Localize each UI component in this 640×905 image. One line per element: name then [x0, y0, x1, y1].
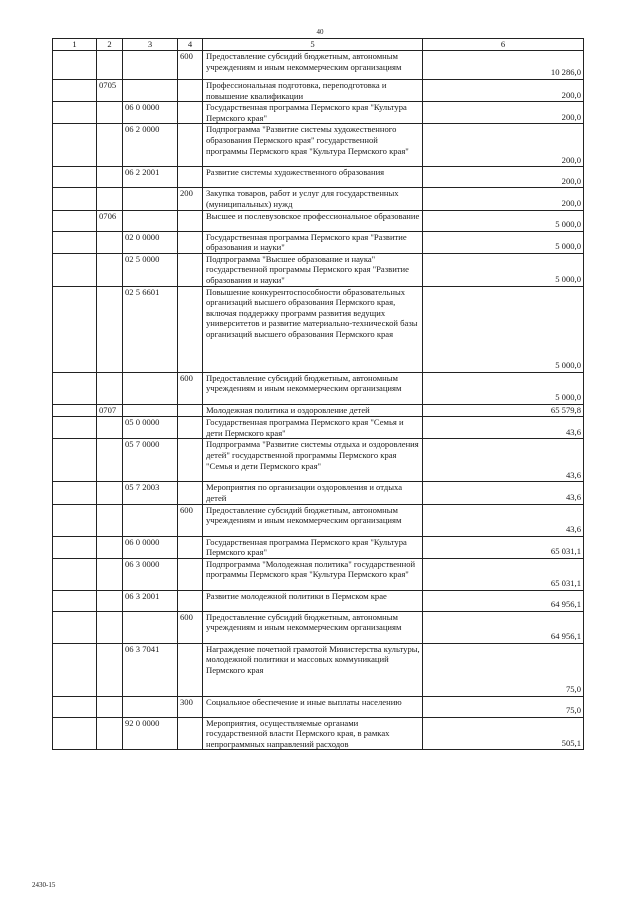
section-code-cell: 0707: [97, 404, 123, 417]
description-cell: Мероприятия по организации оздоровления и отдыха детей: [203, 482, 423, 504]
description-cell: Развитие молодежной политики в Пермском крае: [203, 590, 423, 611]
amount-cell: 200,0: [423, 188, 584, 210]
target-article-cell: 05 7 0000: [123, 439, 178, 482]
table-row: [53, 253, 584, 286]
amount-cell: 200,0: [423, 124, 584, 167]
target-article-cell: 05 7 2003: [123, 482, 178, 504]
row-number-cell: [53, 167, 97, 188]
table-row: [53, 643, 584, 696]
table-row: [53, 439, 584, 482]
amount-cell: 5 000,0: [423, 210, 584, 231]
amount-cell: 75,0: [423, 696, 584, 717]
section-code-cell: [97, 372, 123, 404]
table-row: [53, 167, 584, 188]
description-cell: Закупка товаров, работ и услуг для государственных (муниципальных) нужд: [203, 188, 423, 210]
description-cell: Награждение почетной грамотой Министерства культуры, молодежной политики и массовых коммуникаций Пермского края: [203, 643, 423, 696]
table-row: [53, 482, 584, 504]
amount-cell: 5 000,0: [423, 372, 584, 404]
amount-cell: 64 956,1: [423, 611, 584, 643]
target-article-cell: [123, 210, 178, 231]
description-cell: Подпрограмма "Развитие системы художественного образования Пермского края" государственной программы Пермского края "Культура Пермского края": [203, 124, 423, 167]
target-article-cell: [123, 504, 178, 536]
section-code-cell: 0706: [97, 210, 123, 231]
amount-cell: 5 000,0: [423, 231, 584, 253]
budget-table: [52, 38, 584, 750]
row-number-cell: [53, 286, 97, 372]
target-article-cell: 06 2 0000: [123, 124, 178, 167]
target-article-cell: 02 5 6601: [123, 286, 178, 372]
row-number-cell: [53, 372, 97, 404]
description-cell: Подпрограмма "Молодежная политика" государственной программы Пермского края "Культура Пермского края": [203, 558, 423, 590]
expense-type-cell: [178, 286, 203, 372]
table-row: [53, 210, 584, 231]
amount-cell: 200,0: [423, 167, 584, 188]
target-article-cell: [123, 611, 178, 643]
expense-type-cell: [178, 167, 203, 188]
section-code-cell: [97, 717, 123, 750]
row-number-cell: [53, 439, 97, 482]
row-number-cell: [53, 188, 97, 210]
table-row: [53, 404, 584, 417]
target-article-cell: 06 3 7041: [123, 643, 178, 696]
row-number-cell: [53, 590, 97, 611]
table-row: [53, 558, 584, 590]
target-article-cell: 92 0 0000: [123, 717, 178, 750]
amount-cell: 65 031,1: [423, 536, 584, 558]
table-row: [53, 536, 584, 558]
section-code-cell: [97, 417, 123, 439]
description-cell: Подпрограмма "Развитие системы отдыха и оздоровления детей" государственной программы Пермского края "Семья и дети Пермского края": [203, 439, 423, 482]
expense-type-cell: [178, 124, 203, 167]
description-cell: Предоставление субсидий бюджетным, автономным учреждениям и иным некоммерческим организациям: [203, 372, 423, 404]
page-number: 40: [316, 28, 324, 36]
target-article-cell: [123, 51, 178, 80]
header-cell: 3: [123, 39, 178, 51]
expense-type-cell: [178, 417, 203, 439]
expense-type-cell: 300: [178, 696, 203, 717]
table-row: [53, 102, 584, 124]
description-cell: Социальное обеспечение и иные выплаты населению: [203, 696, 423, 717]
section-code-cell: [97, 51, 123, 80]
expense-type-cell: [178, 536, 203, 558]
target-article-cell: [123, 188, 178, 210]
section-code-cell: [97, 231, 123, 253]
row-number-cell: [53, 404, 97, 417]
amount-cell: 43,6: [423, 482, 584, 504]
expense-type-cell: 600: [178, 611, 203, 643]
row-number-cell: [53, 210, 97, 231]
expense-type-cell: [178, 253, 203, 286]
description-cell: Развитие системы художественного образования: [203, 167, 423, 188]
table-row: [53, 372, 584, 404]
expense-type-cell: [178, 482, 203, 504]
description-cell: Предоставление субсидий бюджетным, автономным учреждениям и иным некоммерческим организациям: [203, 51, 423, 80]
target-article-cell: 02 0 0000: [123, 231, 178, 253]
row-number-cell: [53, 417, 97, 439]
section-code-cell: [97, 124, 123, 167]
description-cell: Государственная программа Пермского края "Семья и дети Пермского края": [203, 417, 423, 439]
amount-cell: 505,1: [423, 717, 584, 750]
section-code-cell: [97, 590, 123, 611]
row-number-cell: [53, 717, 97, 750]
table-row: [53, 696, 584, 717]
row-number-cell: [53, 253, 97, 286]
table-row: [53, 286, 584, 372]
section-code-cell: 0705: [97, 80, 123, 102]
amount-cell: 64 956,1: [423, 590, 584, 611]
row-number-cell: [53, 504, 97, 536]
table-row: [53, 124, 584, 167]
amount-cell: 43,6: [423, 439, 584, 482]
expense-type-cell: 600: [178, 372, 203, 404]
table-row: [53, 504, 584, 536]
section-code-cell: [97, 286, 123, 372]
expense-type-cell: [178, 80, 203, 102]
header-cell: 1: [53, 39, 97, 51]
target-article-cell: 06 3 0000: [123, 558, 178, 590]
table-row: [53, 417, 584, 439]
description-cell: Молодежная политика и оздоровление детей: [203, 404, 423, 417]
row-number-cell: [53, 643, 97, 696]
row-number-cell: [53, 558, 97, 590]
expense-type-cell: [178, 439, 203, 482]
amount-cell: 200,0: [423, 102, 584, 124]
amount-cell: 65 579,8: [423, 404, 584, 417]
expense-type-cell: [178, 590, 203, 611]
expense-type-cell: 600: [178, 504, 203, 536]
table-body: [53, 51, 584, 750]
row-number-cell: [53, 124, 97, 167]
description-cell: Предоставление субсидий бюджетным, автономным учреждениям и иным некоммерческим организациям: [203, 611, 423, 643]
target-article-cell: [123, 372, 178, 404]
description-cell: Подпрограмма "Высшее образование и наука" государственной программы Пермского края "Развитие образования и науки": [203, 253, 423, 286]
row-number-cell: [53, 80, 97, 102]
target-article-cell: [123, 80, 178, 102]
expense-type-cell: [178, 102, 203, 124]
table-row: [53, 188, 584, 210]
amount-cell: 43,6: [423, 504, 584, 536]
amount-cell: 75,0: [423, 643, 584, 696]
description-cell: Профессиональная подготовка, переподготовка и повышение квалификации: [203, 80, 423, 102]
section-code-cell: [97, 102, 123, 124]
section-code-cell: [97, 253, 123, 286]
header-cell: 4: [178, 39, 203, 51]
row-number-cell: [53, 102, 97, 124]
header-cell: 2: [97, 39, 123, 51]
row-number-cell: [53, 696, 97, 717]
expense-type-cell: [178, 717, 203, 750]
table-row: [53, 51, 584, 80]
amount-cell: 43,6: [423, 417, 584, 439]
target-article-cell: [123, 404, 178, 417]
row-number-cell: [53, 536, 97, 558]
amount-cell: 5 000,0: [423, 253, 584, 286]
table-row: [53, 231, 584, 253]
target-article-cell: 06 3 2001: [123, 590, 178, 611]
target-article-cell: 06 2 2001: [123, 167, 178, 188]
expense-type-cell: [178, 231, 203, 253]
section-code-cell: [97, 696, 123, 717]
row-number-cell: [53, 482, 97, 504]
row-number-cell: [53, 231, 97, 253]
table-header: [53, 39, 584, 51]
description-cell: Государственная программа Пермского края "Развитие образования и науки": [203, 231, 423, 253]
table-row: [53, 717, 584, 750]
amount-cell: 10 286,0: [423, 51, 584, 80]
expense-type-cell: [178, 558, 203, 590]
description-cell: Предоставление субсидий бюджетным, автономным учреждениям и иным некоммерческим организациям: [203, 504, 423, 536]
expense-type-cell: [178, 404, 203, 417]
description-cell: Мероприятия, осуществляемые органами государственной власти Пермского края, в рамках непрограммных направлений расходов: [203, 717, 423, 750]
target-article-cell: [123, 696, 178, 717]
header-cell: 5: [203, 39, 423, 51]
amount-cell: 200,0: [423, 80, 584, 102]
header-cell: 6: [423, 39, 584, 51]
table-row: [53, 590, 584, 611]
target-article-cell: 02 5 0000: [123, 253, 178, 286]
section-code-cell: [97, 439, 123, 482]
expense-type-cell: 600: [178, 51, 203, 80]
target-article-cell: 05 0 0000: [123, 417, 178, 439]
footer-code: 2430-15: [32, 881, 56, 889]
section-code-cell: [97, 611, 123, 643]
section-code-cell: [97, 167, 123, 188]
amount-cell: 5 000,0: [423, 286, 584, 372]
table-row: [53, 80, 584, 102]
header-row: [53, 39, 584, 51]
description-cell: Высшее и послевузовское профессиональное образование: [203, 210, 423, 231]
row-number-cell: [53, 51, 97, 80]
target-article-cell: 06 0 0000: [123, 536, 178, 558]
description-cell: Государственная программа Пермского края "Культура Пермского края": [203, 102, 423, 124]
target-article-cell: 06 0 0000: [123, 102, 178, 124]
section-code-cell: [97, 482, 123, 504]
description-cell: Государственная программа Пермского края "Культура Пермского края": [203, 536, 423, 558]
section-code-cell: [97, 188, 123, 210]
section-code-cell: [97, 536, 123, 558]
section-code-cell: [97, 643, 123, 696]
amount-cell: 65 031,1: [423, 558, 584, 590]
section-code-cell: [97, 504, 123, 536]
expense-type-cell: [178, 643, 203, 696]
row-number-cell: [53, 611, 97, 643]
description-cell: Повышение конкурентоспособности образовательных организаций высшего образования Пермского края, включая поддержку программ развития ведущих университетов и развитие материально-технической базы организаций высшего образования Пермского края: [203, 286, 423, 372]
expense-type-cell: 200: [178, 188, 203, 210]
section-code-cell: [97, 558, 123, 590]
expense-type-cell: [178, 210, 203, 231]
table-row: [53, 611, 584, 643]
